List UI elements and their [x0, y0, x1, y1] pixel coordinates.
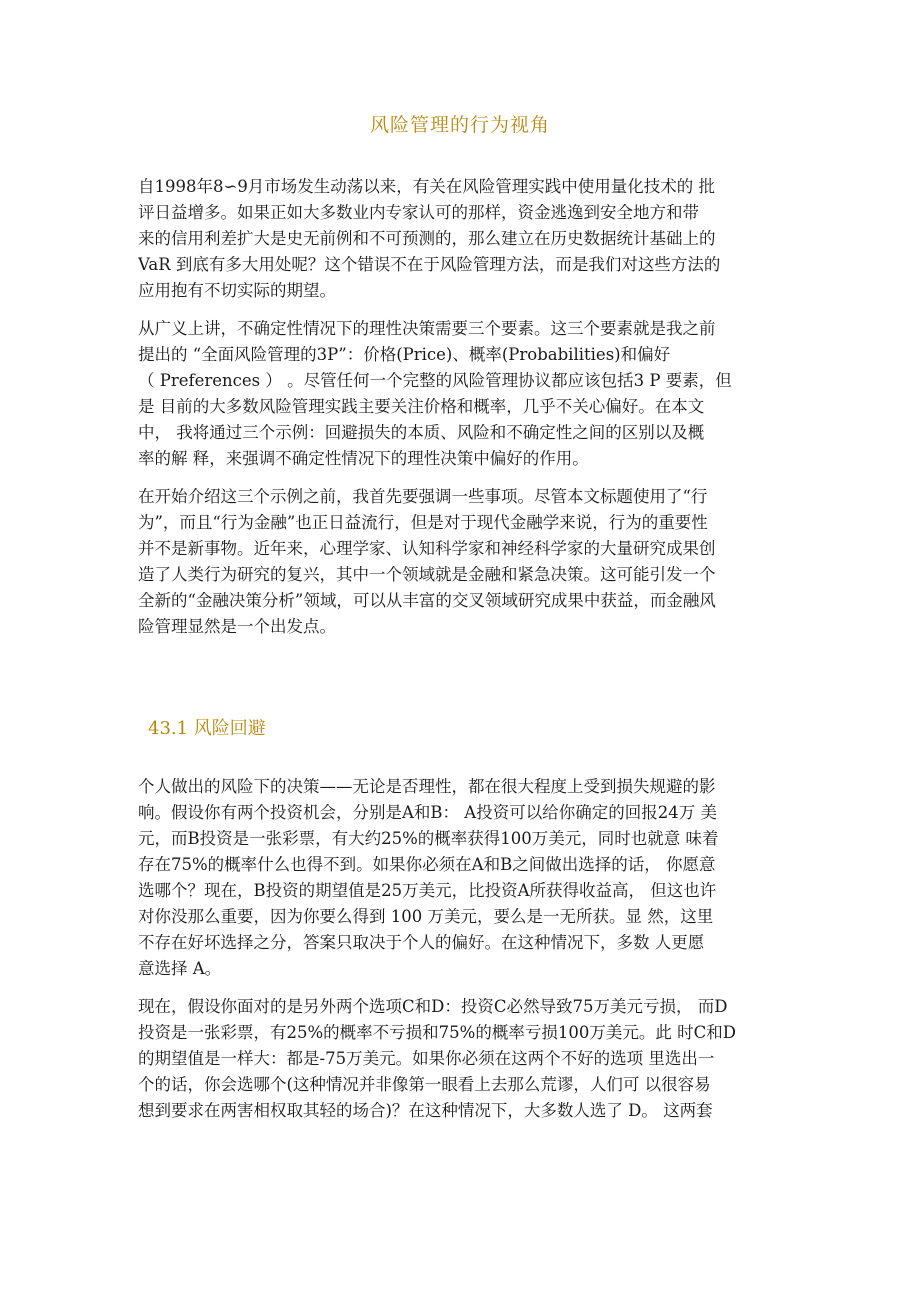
text-line: 选哪个？现在，B投资的期望值是25万美元，比投资A所获得收益高， 但这也许 [138, 881, 717, 900]
text-line: 想到要求在两害相权取其轻的场合)？在这种情况下，大多数人选了 D。 这两套 [138, 1101, 713, 1120]
text-line: 在开始介绍这三个示例之前，我首先要强调一些事项。尽管本文标题使用了“行 [138, 487, 708, 506]
text-line: VaR 到底有多大用处呢？这个错误不在于风险管理方法，而是我们对这些方法的 [138, 255, 721, 274]
text-line: 对你没那么重要，因为你要么得到 100 万美元，要么是一无所获。显 然，这里 [138, 907, 714, 926]
text-line: 评日益增多。如果正如大多数业内专家认可的那样，资金逃逸到安全地方和带 [138, 203, 699, 222]
text-line: 是 目前的大多数风险管理实践主要关注价格和概率，几乎不关心偏好。在本文 [138, 397, 705, 416]
behavior-paragraph [138, 484, 788, 640]
text-line: 险管理显然是一个出发点。 [138, 617, 336, 636]
text-line: 不存在好坏选择之分，答案只取决于个人的偏好。在这种情况下，多数 人更愿 [138, 933, 705, 952]
intro-paragraph [138, 174, 788, 304]
text-line: 率的解 释，来强调不确定性情况下的理性决策中偏好的作用。 [138, 449, 589, 468]
text-line: 中， 我将通过三个示例：回避损失的本质、风险和不确定性之间的区别以及概 [138, 423, 705, 442]
options-cd-paragraph [138, 994, 788, 1124]
text-line: 造了人类行为研究的复兴，其中一个领域就是金融和紧急决策。这可能引发一个 [138, 565, 716, 584]
text-line: 来的信用利差扩大是史无前例和不可预测的，那么建立在历史数据统计基础上的 [138, 229, 716, 248]
text-line: 提出的 “全面风险管理的3P”：价格(Price)、概率(Probabilities)和偏好 [138, 345, 671, 364]
text-line: 存在75%的概率什么也得不到。如果你必须在A和B之间做出选择的话， 你愿意 [138, 855, 716, 874]
text-line: 个的话，你会选哪个(这种情况并非像第一眼看上去那么荒谬，人们可 以很容易 [138, 1075, 711, 1094]
loss-aversion-paragraph [138, 774, 788, 982]
text-line: 意选择 A。 [138, 959, 222, 978]
text-line: （ Preferences ） 。尽管任何一个完整的风险管理协议都应该包括3 P 要素，但 [138, 371, 732, 390]
text-line: 投资是一张彩票，有25%的概率不亏损和75%的概率亏损100万美元。此 时C和D [138, 1023, 736, 1042]
text-line: 应用抱有不切实际的期望。 [138, 281, 336, 300]
three-p-paragraph [138, 316, 788, 472]
text-line: 元，而B投资是一张彩票，有大约25%的概率获得100万美元，同时也就意 味着 [138, 829, 719, 848]
text-line: 为”，而且“行为金融”也正日益流行，但是对于现代金融学来说，行为的重要性 [138, 513, 708, 532]
text-line: 的期望值是一样大：都是-75万美元。如果你必须在这两个不好的选项 里选出一 [138, 1049, 715, 1068]
text-line: 响。假设你有两个投资机会，分别是A和B： A投资可以给你确定的回报24万 美 [138, 803, 717, 822]
text-line: 并不是新事物。近年来，心理学家、认知科学家和神经科学家的大量研究成果创 [138, 539, 716, 558]
text-line: 全新的“金融决策分析”领域，可以从丰富的交叉领域研究成果中获益，而金融风 [138, 591, 716, 610]
text-line: 个人做出的风险下的决策——无论是否理性，都在很大程度上受到损失规避的影 [138, 777, 716, 796]
section-heading: 43.1 风险回避 [148, 718, 266, 739]
text-line: 现在，假设你面对的是另外两个选项C和D：投资C必然导致75万美元亏损， 而D [138, 997, 728, 1016]
document-title: 风险管理的行为视角 [369, 114, 550, 136]
text-line: 从广义上讲，不确定性情况下的理性决策需要三个要素。这三个要素就是我之前 [138, 319, 716, 338]
text-line: 自1998年8∽9月市场发生动荡以来，有关在风险管理实践中使用量化技术的 批 [138, 177, 716, 196]
